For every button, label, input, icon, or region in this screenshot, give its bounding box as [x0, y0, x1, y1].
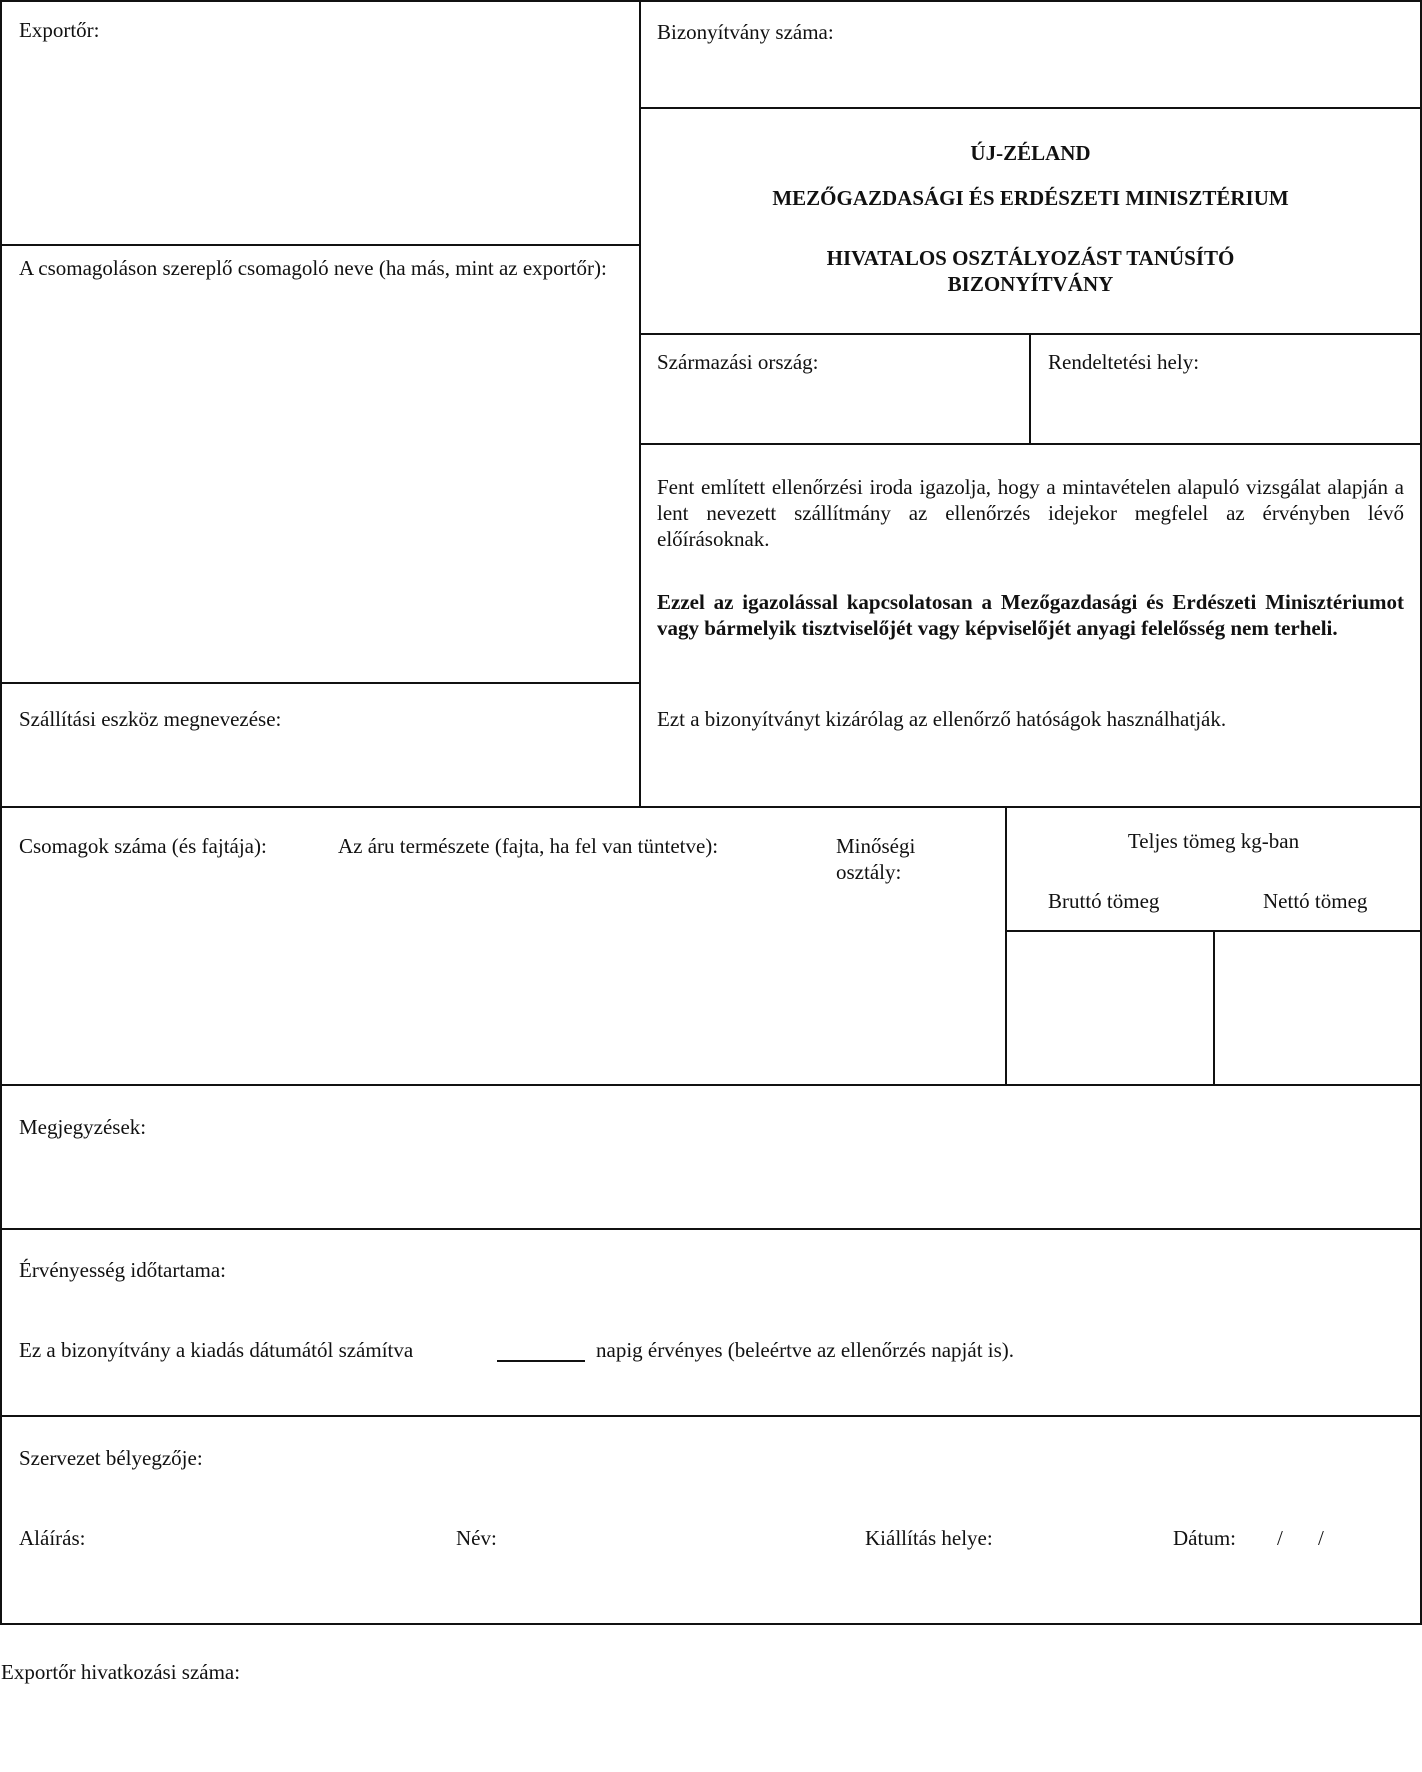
- stamp-label: Szervezet bélyegzője:: [19, 1446, 203, 1470]
- date-label: Dátum:: [1173, 1526, 1236, 1550]
- usage-note: Ezt a bizonyítványt kizárólag az ellenőrző hatóságok használhatják.: [657, 707, 1227, 731]
- validity-text-before: Ez a bizonyítvány a kiadás dátumától számítva: [19, 1338, 414, 1362]
- signature-label: Aláírás:: [19, 1526, 86, 1550]
- validity-days-blank[interactable]: [497, 1360, 585, 1362]
- exporter-field[interactable]: [2, 50, 638, 242]
- remarks-field[interactable]: [2, 1144, 1420, 1226]
- certificate-number-divider: [639, 107, 1422, 109]
- exporter-divider: [0, 244, 641, 246]
- validity-divider: [0, 1415, 1422, 1417]
- gross-weight-field[interactable]: [1007, 932, 1213, 1084]
- packer-divider: [0, 682, 641, 684]
- certificate-number-label: Bizonyítvány száma:: [657, 20, 834, 44]
- destination-label: Rendeltetési hely:: [1048, 350, 1200, 374]
- net-weight-label: Nettó tömeg: [1263, 889, 1368, 913]
- quality-class-label: Minőségi osztály:: [836, 834, 916, 884]
- exporter-label: Exportőr:: [19, 18, 100, 42]
- place-of-issue-label: Kiállítás helye:: [865, 1526, 993, 1550]
- signature-field[interactable]: [100, 1515, 440, 1555]
- date-separator-1: /: [1277, 1526, 1283, 1550]
- goods-label: Az áru természete (fajta, ha fel van tüntetve):: [338, 834, 719, 858]
- remarks-label: Megjegyzések:: [19, 1115, 147, 1139]
- certificate-title: HIVATALOS OSZTÁLYOZÁST TANÚSÍTÓ BIZONYÍTVÁNY: [826, 246, 1235, 296]
- remarks-divider: [0, 1228, 1422, 1230]
- exporter-reference-label: Exportőr hivatkozási száma:: [1, 1660, 241, 1684]
- origin-label: Származási ország:: [657, 350, 819, 374]
- gross-weight-label: Bruttó tömeg: [1048, 889, 1160, 913]
- date-separator-2: /: [1318, 1526, 1324, 1550]
- origin-field[interactable]: [641, 378, 1027, 441]
- destination-field[interactable]: [1031, 378, 1420, 441]
- packages-label: Csomagok száma (és fajtája):: [19, 834, 267, 858]
- validity-text-after: napig érvényes (beleértve az ellenőrzés napját is).: [596, 1338, 1015, 1362]
- form-border-top: [0, 0, 1422, 2]
- inspection-statement: Fent említett ellenőrzési iroda igazolja, hogy a mintavételen alapuló vizsgálat alapján a lent nevezett szállítmány az ellenőrzés idejekor megfelel az érvényben lévő előírásoknak.: [657, 475, 1404, 551]
- certificate-number-field[interactable]: [850, 10, 1410, 100]
- name-field[interactable]: [505, 1515, 855, 1555]
- packer-label: A csomagoláson szereplő csomagoló neve (ha más, mint az exportőr):: [19, 256, 607, 280]
- goods-description-field[interactable]: [2, 890, 1002, 1082]
- liability-statement: Ezzel az igazolással kapcsolatosan a Mezőgazdasági és Erdészeti Minisztériumot vagy bármelyik tisztviselőjét vagy képviselőjét anyagi felelősség nem terheli.: [657, 590, 1404, 640]
- validity-label: Érvényesség időtartama:: [19, 1258, 227, 1282]
- total-weight-label: Teljes tömeg kg-ban: [1127, 829, 1300, 853]
- place-of-issue-field[interactable]: [1005, 1515, 1165, 1555]
- form-border-bottom: [0, 1623, 1422, 1625]
- transport-field[interactable]: [2, 736, 638, 804]
- packer-field[interactable]: [2, 312, 638, 680]
- transport-label: Szállítási eszköz megnevezése:: [19, 707, 282, 731]
- net-weight-field[interactable]: [1215, 932, 1420, 1084]
- ministry-title: MEZŐGAZDASÁGI ÉS ERDÉSZETI MINISZTÉRIUM: [772, 186, 1289, 210]
- upper-section-divider: [0, 806, 1422, 808]
- origin-divider: [639, 443, 1422, 445]
- country-title: ÚJ-ZÉLAND: [970, 141, 1091, 165]
- name-label: Név:: [456, 1526, 497, 1550]
- date-field[interactable]: [1250, 1515, 1410, 1555]
- goods-section-divider: [0, 1084, 1422, 1086]
